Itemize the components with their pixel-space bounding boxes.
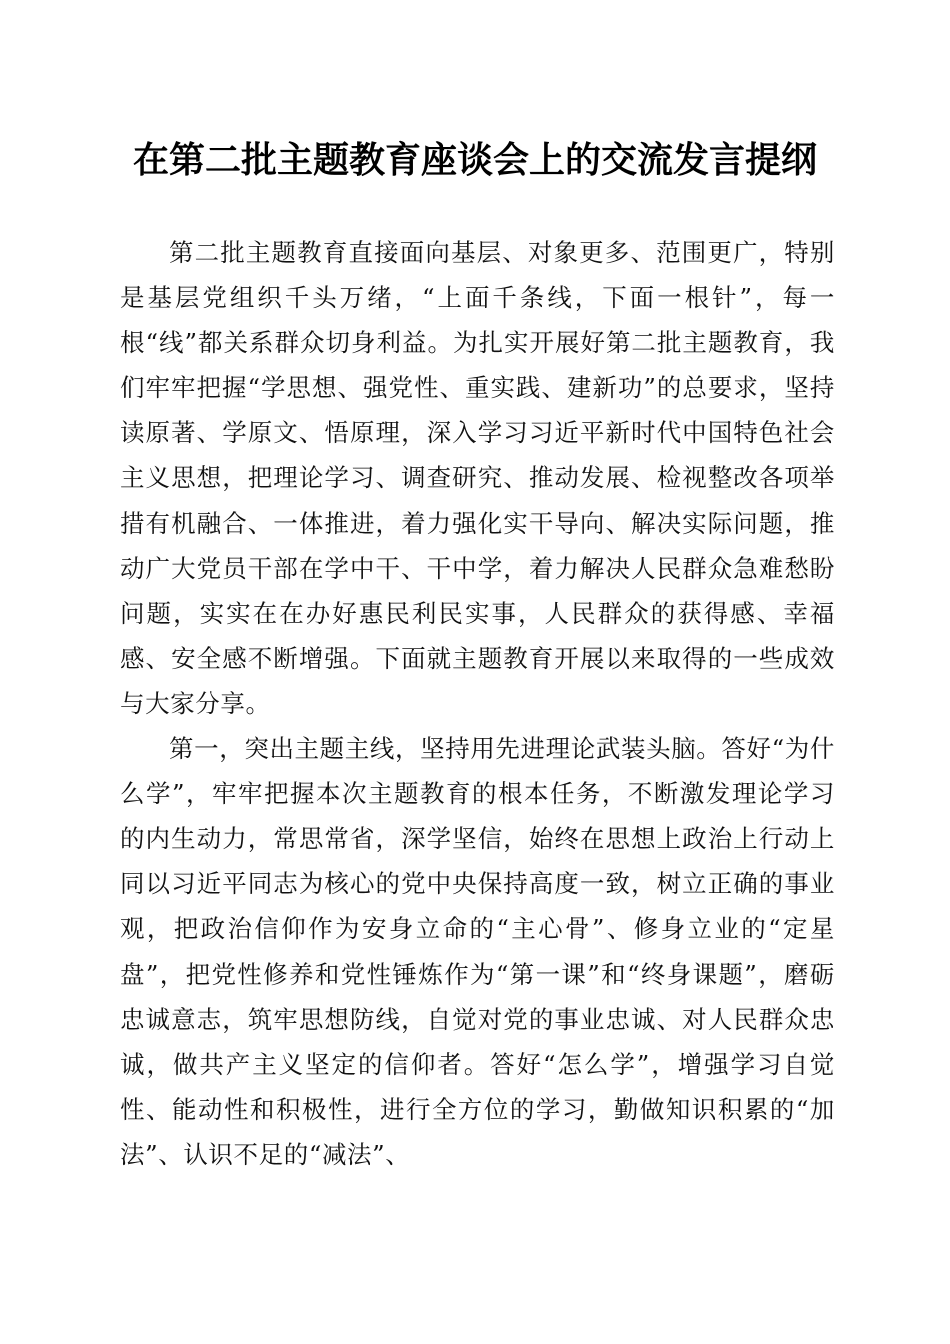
- document-title: 在第二批主题教育座谈会上的交流发言提纲: [132, 139, 817, 181]
- document-body: [120, 230, 835, 1177]
- paragraph-first-point: 第一，突出主题主线，坚持用先进理论武装头脑。答好“为什么学”，牢牢把握本次主题教育的根本任务，不断激发理论学习的内生动力，常思常省，深学坚信，始终在思想上政治上行动上同以习近平同志为核心的党中央保持高度一致，树立正确的事业观，把政治信仰作为安身立命的“主心骨”、修身立业的“定星盘”，把党性修养和党性锤炼作为“第一课”和“终身课题”，磨砺忠诚意志，筑牢思想防线，自觉对党的事业忠诚、对人民群众忠诚，做共产主义坚定的信仰者。答好“怎么学”，增强学习自觉性、能动性和积极性，进行全方位的学习，勤做知识积累的“加法”、认识不足的“减法”、: [120, 734, 835, 1169]
- paragraph-intro: 第二批主题教育直接面向基层、对象更多、范围更广，特别是基层党组织千头万绪，“上面千条线，下面一根针”，每一根“线”都关系群众切身利益。为扎实开展好第二批主题教育，我们牢牢把握“学思想、强党性、重实践、建新功”的总要求，坚持读原著、学原文、悟原理，深入学习习近平新时代中国特色社会主义思想，把理论学习、调查研究、推动发展、检视整改各项举措有机融合、一体推进，着力强化实干导向、解决实际问题，推动广大党员干部在学中干、干中学，着力解决人民群众急难愁盼问题，实实在在办好惠民利民实事，人民群众的获得感、幸福感、安全感不断增强。下面就主题教育开展以来取得的一些成效与大家分享。: [120, 238, 835, 718]
